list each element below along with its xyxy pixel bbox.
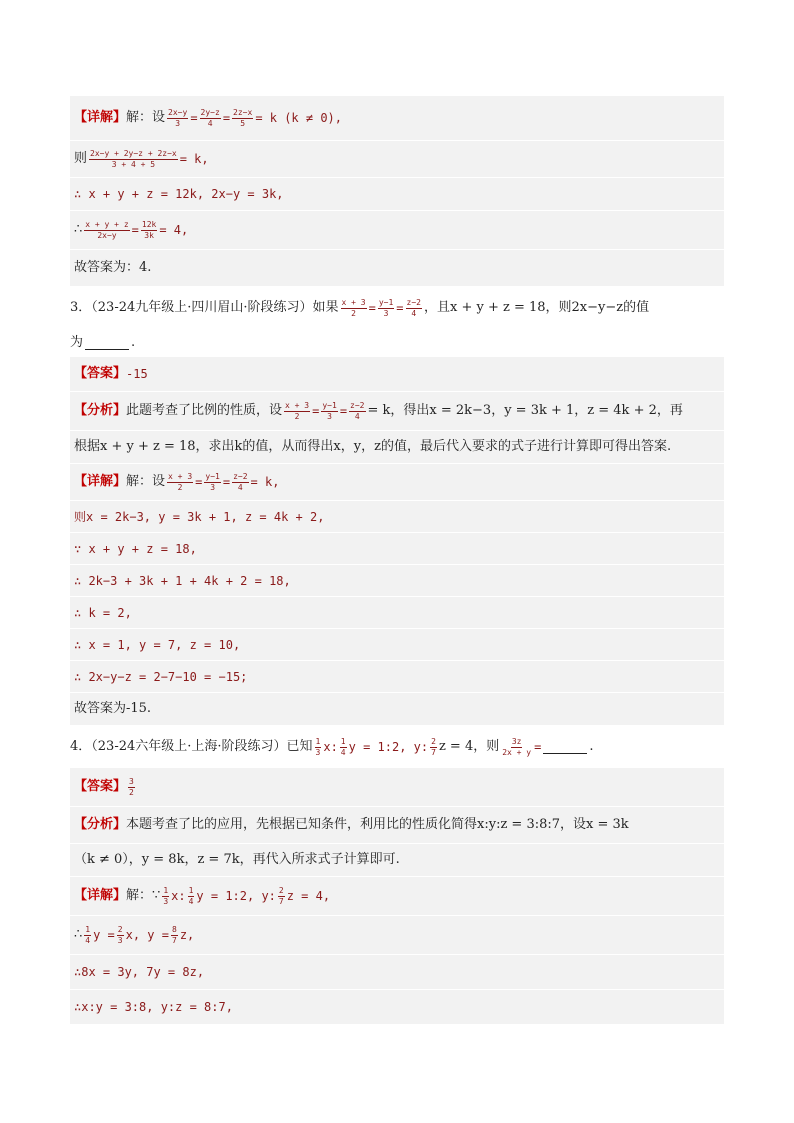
fraction: $\frac{1}{3}$: [315, 736, 321, 757]
analysis-line-2: 根据x + y + z = 18，求出k的值，从而得出x，y，z的值，最后代入要求的式子进行计算即可得出答案.: [70, 431, 724, 464]
answer-blank: [543, 741, 587, 754]
analysis-line-2: （k ≠ 0），y = 8k，z = 7k，再代入所求式子计算即可.: [70, 844, 724, 877]
fraction: $\frac{3z}{2x + y}$: [502, 736, 532, 757]
detail-line-4: ∴x:y = 3:8, y:z = 8:7,: [70, 990, 724, 1025]
fraction: $\frac{y-1}{3}$: [205, 471, 220, 492]
detail-line-1: 【详解】 解： 设 $\frac{x + 3}{2}$ = $\frac{y-1}{3}$ = $\frac{z-2}{4}$ = k,: [70, 464, 724, 501]
answer-blank: [85, 337, 129, 350]
fraction: $\frac{2z-x}{5}$: [233, 107, 253, 128]
detail-line: ∴ 2k−3 + 3k + 1 + 4k + 2 = 18,: [70, 565, 724, 597]
fraction: $\frac{x + 3}{2}$: [341, 297, 366, 318]
detail-line-4: ∴ $\frac{x + y + z}{2x-y}$ = $\frac{12k}{3k}$ = 4,: [70, 211, 724, 250]
fraction: $\frac{x + 3}{2}$: [168, 471, 193, 492]
detail-line: ∴ 2x−y−z = 2−7−10 = −15;: [70, 661, 724, 693]
detail-line-5: 故答案为：4.: [70, 250, 724, 287]
question-3: 3．（23-24九年级上·四川眉山·阶段练习）如果 $\frac{x + 3}{2}$ = $\frac{y-1}{3}$ = $\frac{z-2}{4}$ ，且x + y + z = 18，则2x−y−z的值: [70, 297, 650, 318]
answer-line: 【答案】 -15: [70, 357, 724, 392]
fraction: $\frac{z-2}{4}$: [233, 471, 248, 492]
fraction: $\frac{2x-y}{3}$: [168, 107, 188, 128]
fraction: $\frac{x + 3}{2}$: [285, 400, 310, 421]
detail-line-3: ∴8x = 3y, 7y = 8z,: [70, 955, 724, 990]
fraction: $\frac{z-2}{4}$: [350, 400, 365, 421]
fraction: $\frac{12k}{3k}$: [141, 219, 157, 240]
analysis-line-1: 【分析】 此题考查了比例的性质，设 $\frac{x + 3}{2}$ = $\frac{y-1}{3}$ = $\frac{z-2}{4}$ = k，得出x = 2k−3，y = 3k + 1，z = 4k + 2，再: [70, 392, 724, 431]
question-3-line-2: 为 .: [70, 335, 136, 350]
detail-line: ∵ x + y + z = 18,: [70, 533, 724, 565]
fraction: $\frac{1}{3}$: [163, 885, 169, 906]
fraction: $\frac{2x-y + 2y-z + 2z-x}{3 + 4 + 5}$: [90, 148, 177, 169]
detail-line-1: 【详解】 解： ∵ $\frac{1}{3}$ x: $\frac{1}{4}$ y = 1:2, y: $\frac{2}{7}$ z = 4,: [70, 877, 724, 916]
answer-line: 【答案】 $\frac{3}{2}$: [70, 768, 724, 807]
detail-line-1: 【详解】 解： 设 $\frac{2x-y}{3}$ = $\frac{2y-z}{4}$ = $\frac{2z-x}{5}$ = k (k ≠ 0),: [70, 96, 724, 141]
fraction: $\frac{y-1}{3}$: [322, 400, 337, 421]
fraction: $\frac{2}{7}$: [431, 736, 436, 757]
detail-line: 故答案为-15.: [70, 693, 724, 726]
solution-box-3: [70, 357, 724, 726]
fraction: $\frac{1}{4}$: [85, 924, 91, 945]
fraction: $\frac{8}{7}$: [171, 924, 177, 945]
solution-box-4: [70, 768, 724, 1025]
detail-line-2: 则 $\frac{2x-y + 2y-z + 2z-x}{3 + 4 + 5}$ = k,: [70, 141, 724, 178]
solution-box-2: [70, 96, 724, 287]
detail-line-3: ∴ x + y + z = 12k, 2x−y = 3k,: [70, 178, 724, 211]
detail-line-2: ∴ $\frac{1}{4}$ y = $\frac{2}{3}$ x, y = $\frac{8}{7}$ z,: [70, 916, 724, 955]
fraction: $\frac{2}{7}$: [278, 885, 284, 906]
fraction: $\frac{z-2}{4}$: [406, 297, 421, 318]
question-4: 4．（23-24六年级上·上海·阶段练习）已知 $\frac{1}{3}$ x: $\frac{1}{4}$ y = 1:2, y: $\frac{2}{7}$ z = 4，则 $\frac{3z}{2x + y}$ = .: [70, 736, 594, 757]
document-page: [70, 96, 724, 1025]
fraction: $\frac{x + y + z}{2x-y}$: [85, 219, 129, 240]
fraction: $\frac{y-1}{3}$: [378, 297, 394, 318]
detail-line: ∴ x = 1, y = 7, z = 10,: [70, 629, 724, 661]
fraction: $\frac{1}{4}$: [340, 736, 346, 757]
detail-line: ∴ k = 2,: [70, 597, 724, 629]
fraction: $\frac{2y-z}{4}$: [200, 107, 220, 128]
fraction: $\frac{1}{4}$: [188, 885, 194, 906]
analysis-line-1: 【分析】 本题考查了比的应用，先根据已知条件，利用比的性质化简得x:y:z = 3:8:7，设x = 3k: [70, 807, 724, 844]
fraction: $\frac{3}{2}$: [129, 776, 134, 797]
fraction: $\frac{2}{3}$: [117, 924, 123, 945]
detail-line: 则x = 2k−3, y = 3k + 1, z = 4k + 2,: [70, 501, 724, 533]
